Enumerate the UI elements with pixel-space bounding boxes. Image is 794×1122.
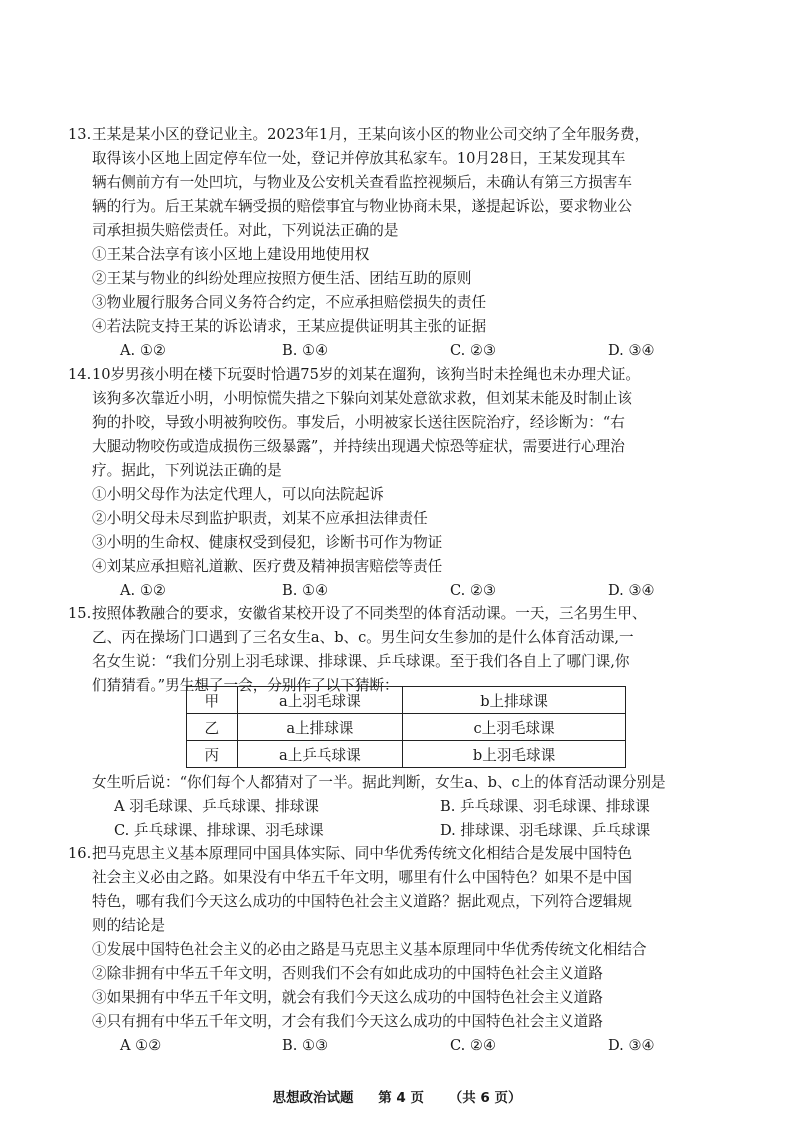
option-a[interactable]: A. ①②: [120, 582, 166, 599]
question-line: 社会主义必由之路。如果没有中华五千年文明，哪里有什么中国特色？如果不是中国: [92, 869, 632, 886]
question-line: [68, 123, 732, 147]
table-cell: 甲: [187, 687, 238, 714]
question-16: [68, 842, 732, 1058]
table-cell: b上羽毛球课: [403, 741, 626, 768]
question-text: 把马克思主义基本原理同中国具体实际、同中华优秀传统文化相结合是发展中国特色: [92, 845, 632, 862]
option-c[interactable]: C. ②④: [450, 1037, 497, 1054]
option-a[interactable]: A ①②: [120, 1037, 162, 1054]
option-c[interactable]: C. ②③: [450, 342, 497, 359]
question-line: [68, 602, 732, 626]
question-line: [68, 363, 732, 387]
question-line: 该狗多次靠近小明，小明惊慌失措之下躲向刘某处意欲求救，但刘某未能及时制止该: [92, 390, 632, 407]
question-line: 乙、丙在操场门口遇到了三名女生a、b、c。男生问女生参加的是什么体育活动课,一: [92, 629, 634, 646]
option-c[interactable]: C. 乒乓球课、排球课、羽毛球课: [114, 822, 324, 839]
table-cell: a上排球课: [237, 714, 402, 741]
options-row: [92, 795, 732, 819]
table-row: [187, 687, 626, 714]
question-line: 疗。据此，下列说法正确的是: [92, 462, 282, 479]
question-text: 按照体教融合的要求，安徽省某校开设了不同类型的体育活动课。一天，三名男生甲、: [92, 605, 647, 622]
table-cell: 丙: [187, 741, 238, 768]
subject-title: 思想政治试题: [272, 1090, 354, 1106]
statement-2: ②王某与物业的纠纷处理应按照方便生活、团结互助的原则: [92, 270, 472, 287]
option-d[interactable]: D. ③④: [608, 1037, 655, 1054]
question-line: 名女生说：“我们分别上羽毛球课、排球课、乒乓球课。至于我们各自上了哪门课,你: [92, 653, 630, 670]
question-line: 大腿动物咬伤或造成损伤三级暴露”，并持续出现遇犬惊恐等症状，需要进行心理治: [92, 438, 625, 455]
question-15-continued: [92, 771, 732, 843]
table-cell: a上羽毛球课: [237, 687, 402, 714]
table-cell: c上羽毛球课: [403, 714, 626, 741]
statement-1: ①发展中国特色社会主义的必由之路是马克思主义基本原理同中华优秀传统文化相结合: [92, 941, 647, 958]
options-row: [92, 819, 732, 843]
page-footer: [0, 1086, 794, 1106]
statement-3: ③如果拥有中华五千年文明，就会有我们今天这么成功的中国特色社会主义道路: [92, 989, 603, 1006]
statement-4: ④若法院支持王某的诉讼请求，王某应提供证明其主张的证据: [92, 318, 487, 335]
question-number: 15.: [68, 605, 92, 622]
question-line: 取得该小区地上固定停车位一处，登记并停放其私家车。10月28日，王某发现其车: [92, 150, 626, 167]
question-line: 司承担损失赔偿责任。对此，下列说法正确的是: [92, 222, 399, 239]
question-line: 狗的扑咬，导致小明被狗咬伤。事发后，小明被家长送往医院治疗，经诊断为：“右: [92, 414, 625, 431]
option-a[interactable]: A. ①②: [120, 342, 166, 359]
question-line: 则的结论是: [92, 917, 165, 934]
option-b[interactable]: B. ①④: [282, 582, 329, 599]
options-row: [92, 339, 732, 363]
question-13: [68, 123, 732, 363]
statement-3: ③小明的生命权、健康权受到侵犯，诊断书可作为物证: [92, 534, 443, 551]
options-row: [92, 579, 732, 603]
statement-4: ④刘某应承担赔礼道歉、医疗费及精神损害赔偿等责任: [92, 558, 443, 575]
question-line: 辆右侧前方有一处凹坑，与物业及公安机关查看监控视频后，未确认有第三方损害车: [92, 174, 632, 191]
page-total: （共 6 页）: [448, 1090, 522, 1106]
page-number: 第 4 页: [378, 1090, 424, 1106]
option-d[interactable]: D. ③④: [608, 342, 655, 359]
option-d[interactable]: D. ③④: [608, 582, 655, 599]
statement-3: ③物业履行服务合同义务符合约定，不应承担赔偿损失的责任: [92, 294, 487, 311]
question-number: 16.: [68, 845, 92, 862]
question-number: 13.: [68, 126, 92, 143]
statement-4: ④只有拥有中华五千年文明，才会有我们今天这么成功的中国特色社会主义道路: [92, 1013, 603, 1030]
option-d[interactable]: D. 排球课、羽毛球课、乒乓球课: [440, 822, 651, 839]
table-cell: 乙: [187, 714, 238, 741]
question-text: 王某是某小区的登记业主。2023年1月，王某向该小区的物业公司交纳了全年服务费，: [92, 126, 650, 143]
question-14: [68, 363, 732, 603]
question-line: [68, 842, 732, 866]
option-b[interactable]: B. ①④: [282, 342, 329, 359]
table-row: [187, 714, 626, 741]
guess-table: [186, 686, 626, 768]
option-b[interactable]: B. ①③: [282, 1037, 329, 1054]
statement-2: ②除非拥有中华五千年文明，否则我们不会有如此成功的中国特色社会主义道路: [92, 965, 603, 982]
table-row: [187, 741, 626, 768]
options-row: [92, 1034, 732, 1058]
table-cell: b上排球课: [403, 687, 626, 714]
option-b[interactable]: B. 乒乓球课、羽毛球课、排球课: [440, 798, 650, 815]
table-cell: a上乒乓球课: [237, 741, 402, 768]
option-a[interactable]: A 羽毛球课、乒乓球课、排球课: [114, 798, 319, 815]
question-line: 辆的行为。后王某就车辆受损的赔偿事宜与物业协商未果，遂提起诉讼，要求物业公: [92, 198, 632, 215]
question-line: 们猜猜看。”男生想了一会，分别作了以下猜断：: [92, 677, 399, 694]
question-15: [68, 602, 732, 698]
statement-1: ①小明父母作为法定代理人，可以向法院起诉: [92, 486, 384, 503]
option-c[interactable]: C. ②③: [450, 582, 497, 599]
statement-2: ②小明父母未尽到监护职责，刘某不应承担法律责任: [92, 510, 428, 527]
question-line: 特色，哪有我们今天这么成功的中国特色社会主义道路？据此观点，下列符合逻辑规: [92, 893, 632, 910]
statement-1: ①王某合法享有该小区地上建设用地使用权: [92, 246, 370, 263]
question-text: 10岁男孩小明在楼下玩耍时恰遇75岁的刘某在遛狗，该狗当时未拴绳也未办理犬证。: [92, 366, 640, 383]
question-line: 女生听后说：“你们每个人都猜对了一半。据此判断，女生a、b、c上的体育活动课分别是: [92, 774, 666, 791]
question-number: 14.: [68, 366, 92, 383]
